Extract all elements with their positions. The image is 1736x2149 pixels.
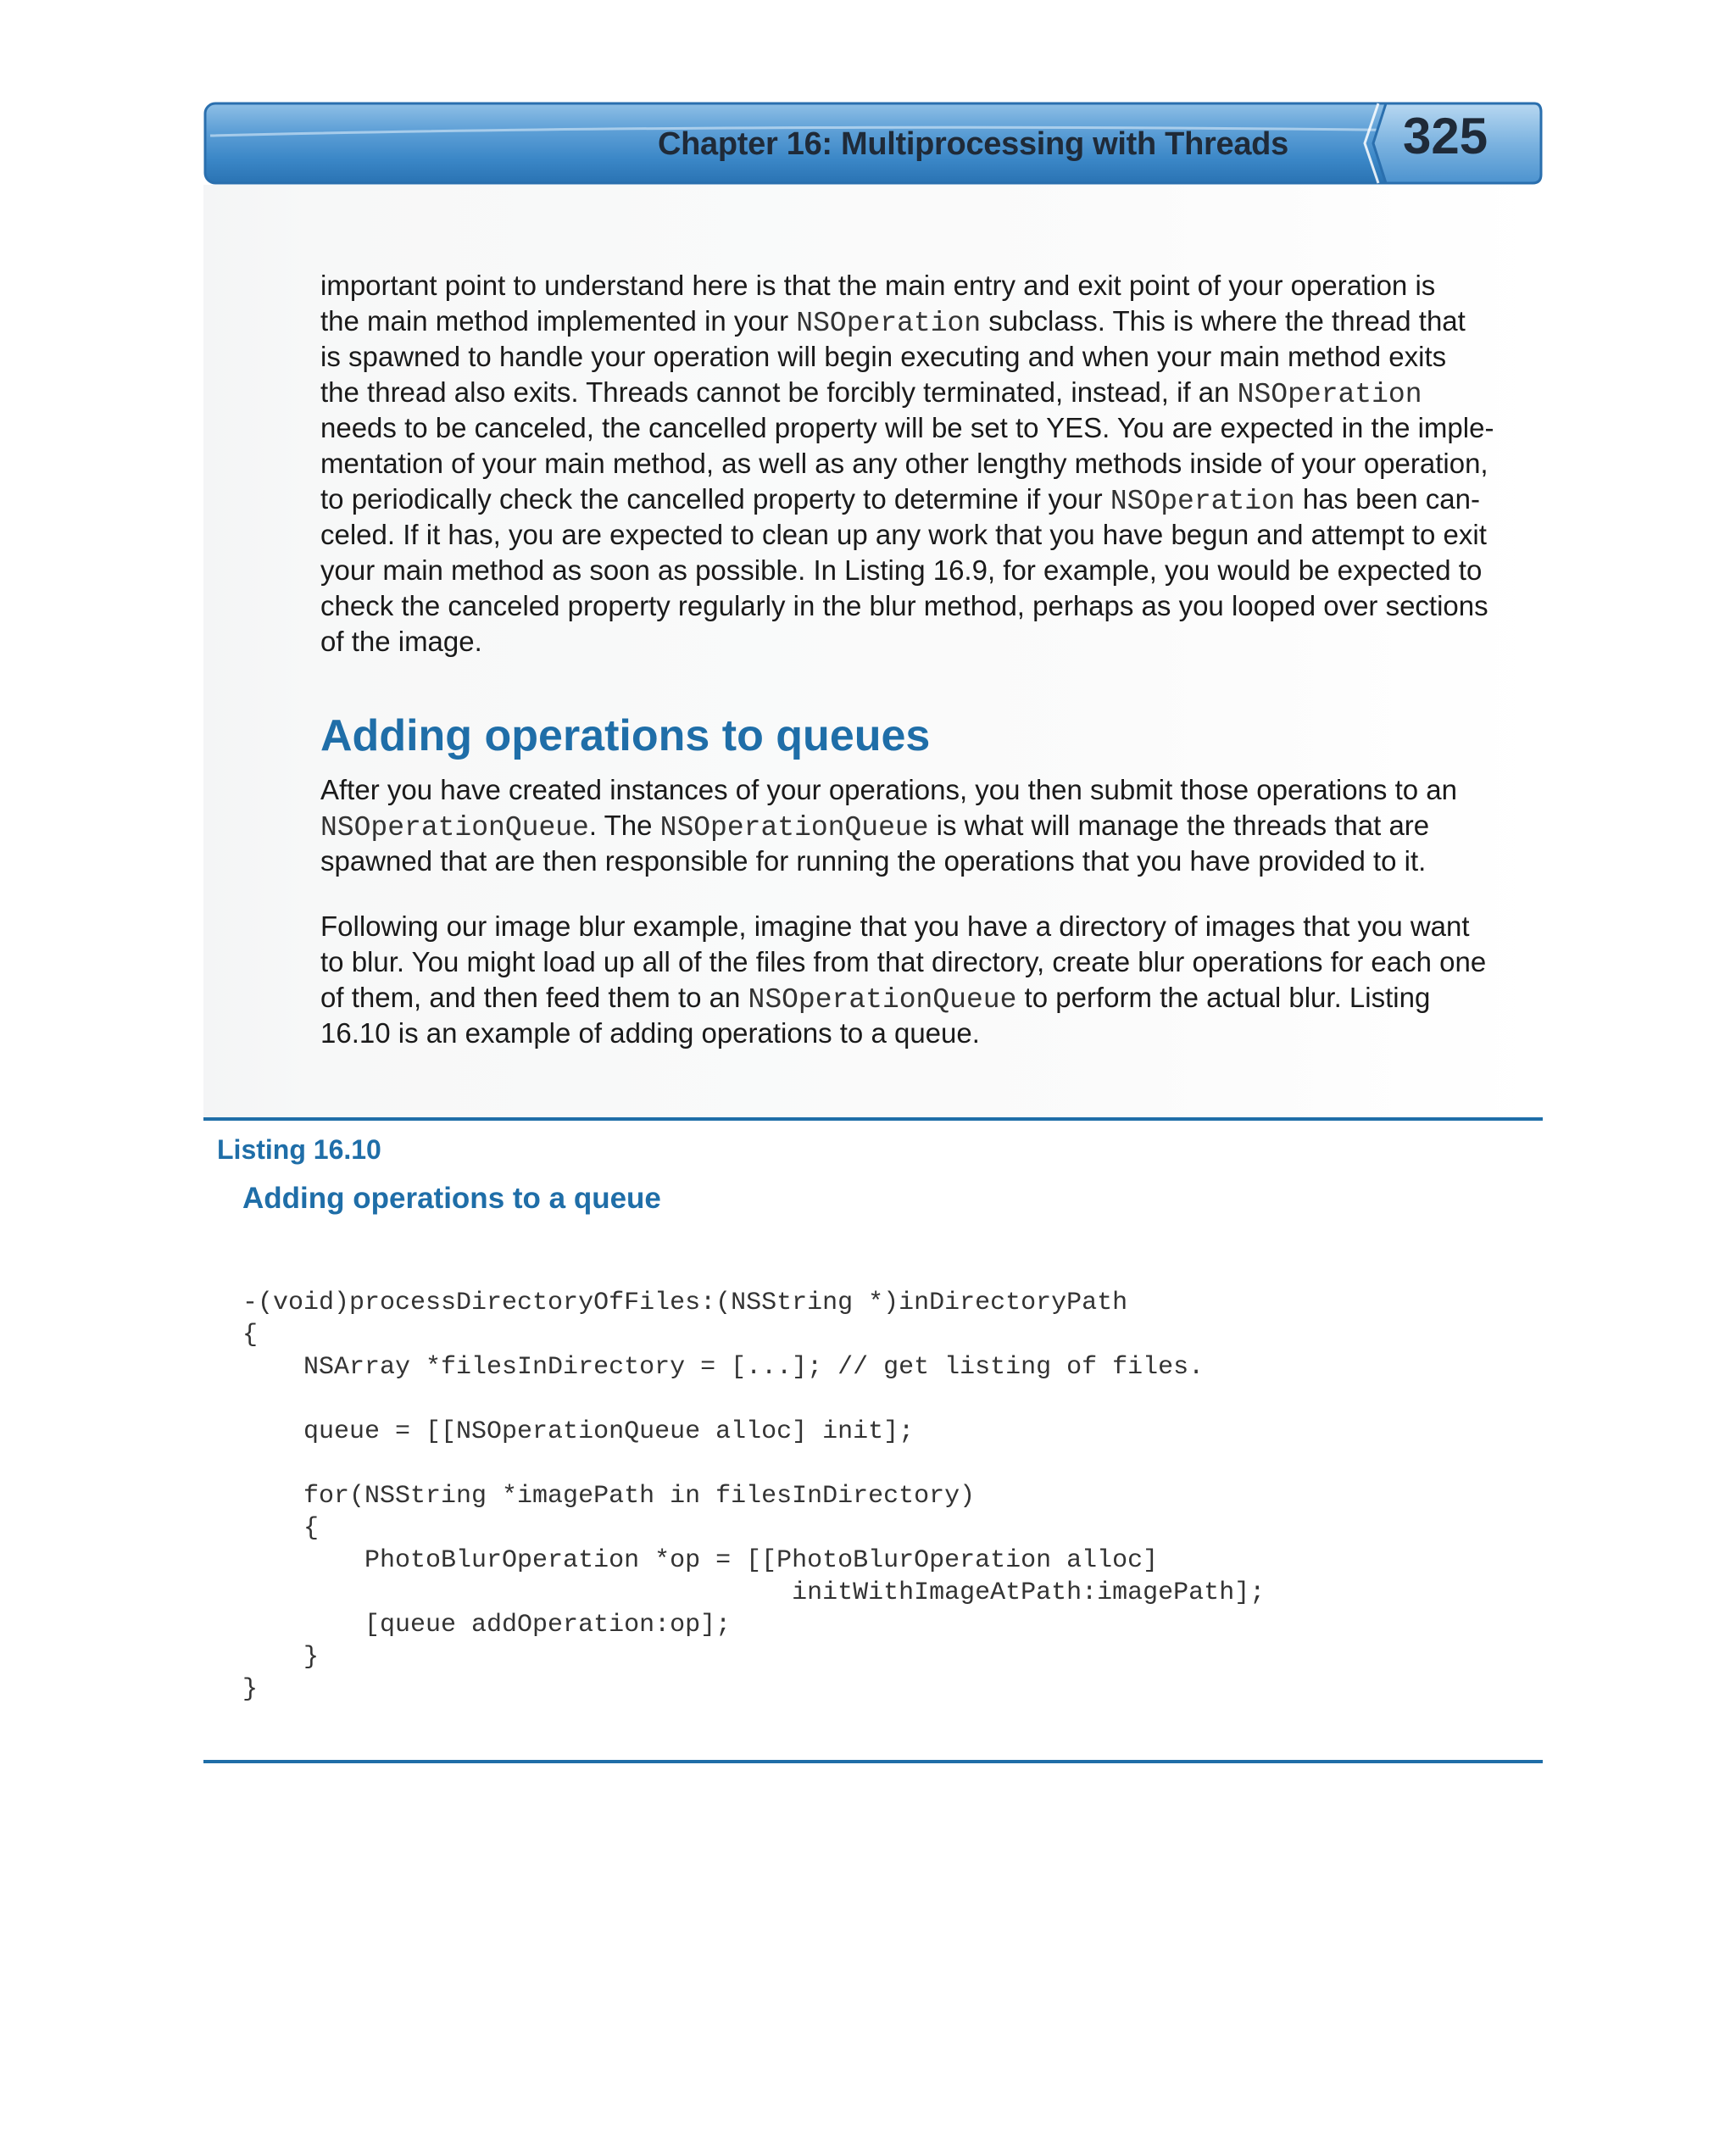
- code-line: [242, 1448, 1514, 1480]
- listing-top-rule: [203, 1117, 1543, 1121]
- text-line: [320, 303, 1541, 339]
- listing-number: Listing 16.10: [217, 1134, 381, 1165]
- code-line: NSArray *filesInDirectory = [...]; // get listing of files.: [242, 1353, 1205, 1382]
- inline-code: NSOperation: [1237, 379, 1422, 410]
- listing-bottom-rule: [203, 1760, 1543, 1763]
- code-listing: [242, 1287, 1514, 1706]
- inline-code: NSOperation: [796, 308, 982, 339]
- text-line: [320, 339, 1541, 375]
- body-paragraph: [320, 268, 1541, 660]
- text-segment: 16.10 is an example of adding operations to a queue.: [320, 1017, 980, 1049]
- text-line: [320, 588, 1541, 624]
- text-line: [320, 482, 1541, 517]
- text-segment: your main method as soon as possible. In Listing 16.9, for example, you would be expected to: [320, 554, 1483, 586]
- text-segment: of them, and then feed them to an: [320, 982, 748, 1013]
- body-paragraph: [320, 909, 1541, 1051]
- text-segment: spawned that are then responsible for running the operations that you have provided to it.: [320, 845, 1427, 877]
- code-line: -(void)processDirectoryOfFiles:(NSString *)inDirectoryPath: [242, 1289, 1128, 1317]
- inline-code: NSOperationQueue: [320, 812, 589, 843]
- text-segment: celed. If it has, you are expected to clean up any work that you have begun and attempt to exit: [320, 519, 1487, 550]
- text-segment: to blur. You might load up all of the files from that directory, create blur operations for each one: [320, 946, 1487, 977]
- text-line: [320, 624, 1541, 660]
- text-line: [320, 843, 1541, 879]
- code-line: [242, 1383, 1514, 1416]
- text-line: [320, 944, 1541, 980]
- code-line: initWithImageAtPath:imagePath];: [242, 1578, 1266, 1607]
- text-segment: important point to understand here is that the main entry and exit point of your operation is: [320, 270, 1436, 301]
- text-segment: Following our image blur example, imagine that you have a directory of images that you want: [320, 910, 1470, 942]
- text-segment: the thread also exits. Threads cannot be forcibly terminated, instead, if an: [320, 376, 1238, 408]
- text-line: [320, 375, 1541, 410]
- text-line: [320, 980, 1541, 1016]
- text-segment: mentation of your main method, as well as any other lengthy methods inside of your operation,: [320, 448, 1488, 479]
- text-line: [320, 517, 1541, 553]
- text-segment: has been can-: [1294, 483, 1480, 515]
- text-segment: to periodically check the cancelled property to determine if your: [320, 483, 1110, 515]
- text-line: [320, 909, 1541, 944]
- text-segment: to perform the actual blur. Listing: [1016, 982, 1431, 1013]
- listing-title: Adding operations to a queue: [242, 1182, 661, 1215]
- text-segment: of the image.: [320, 626, 482, 657]
- text-segment: the main method implemented in your: [320, 305, 797, 337]
- text-line: [320, 808, 1541, 843]
- section-heading: Adding operations to queues: [320, 711, 931, 760]
- text-segment: is what will manage the threads that are: [928, 810, 1430, 841]
- text-line: [320, 1016, 1541, 1051]
- text-line: [320, 410, 1541, 446]
- code-line: }: [242, 1643, 320, 1672]
- code-line: PhotoBlurOperation *op = [[PhotoBlurOperation alloc]: [242, 1546, 1159, 1575]
- text-segment: After you have created instances of your operations, you then submit those operations to an: [320, 774, 1457, 805]
- text-segment: needs to be canceled, the cancelled property will be set to YES. You are expected in the imple-: [320, 412, 1494, 443]
- body-paragraph: [320, 772, 1541, 879]
- text-line: [320, 268, 1541, 303]
- text-segment: subclass. This is where the thread that: [981, 305, 1466, 337]
- code-line: {: [242, 1321, 259, 1350]
- page-number: 325: [1403, 108, 1488, 164]
- chapter-title: Chapter 16: Multiprocessing with Threads: [658, 126, 1288, 162]
- text-line: [320, 446, 1541, 482]
- text-segment: check the canceled property regularly in the blur method, perhaps as you looped over sections: [320, 590, 1488, 621]
- text-line: [320, 553, 1541, 588]
- text-segment: is spawned to handle your operation will begin executing and when your main method exits: [320, 341, 1447, 372]
- inline-code: NSOperationQueue: [748, 984, 1017, 1016]
- code-line: queue = [[NSOperationQueue alloc] init];: [242, 1417, 915, 1446]
- code-line: for(NSString *imagePath in filesInDirectory): [242, 1482, 976, 1511]
- code-line: }: [242, 1675, 259, 1704]
- inline-code: NSOperation: [1110, 486, 1295, 517]
- text-segment: . The: [588, 810, 660, 841]
- inline-code: NSOperationQueue: [659, 812, 929, 843]
- code-line: [queue addOperation:op];: [242, 1611, 732, 1640]
- text-line: [320, 772, 1541, 808]
- code-line: {: [242, 1514, 320, 1543]
